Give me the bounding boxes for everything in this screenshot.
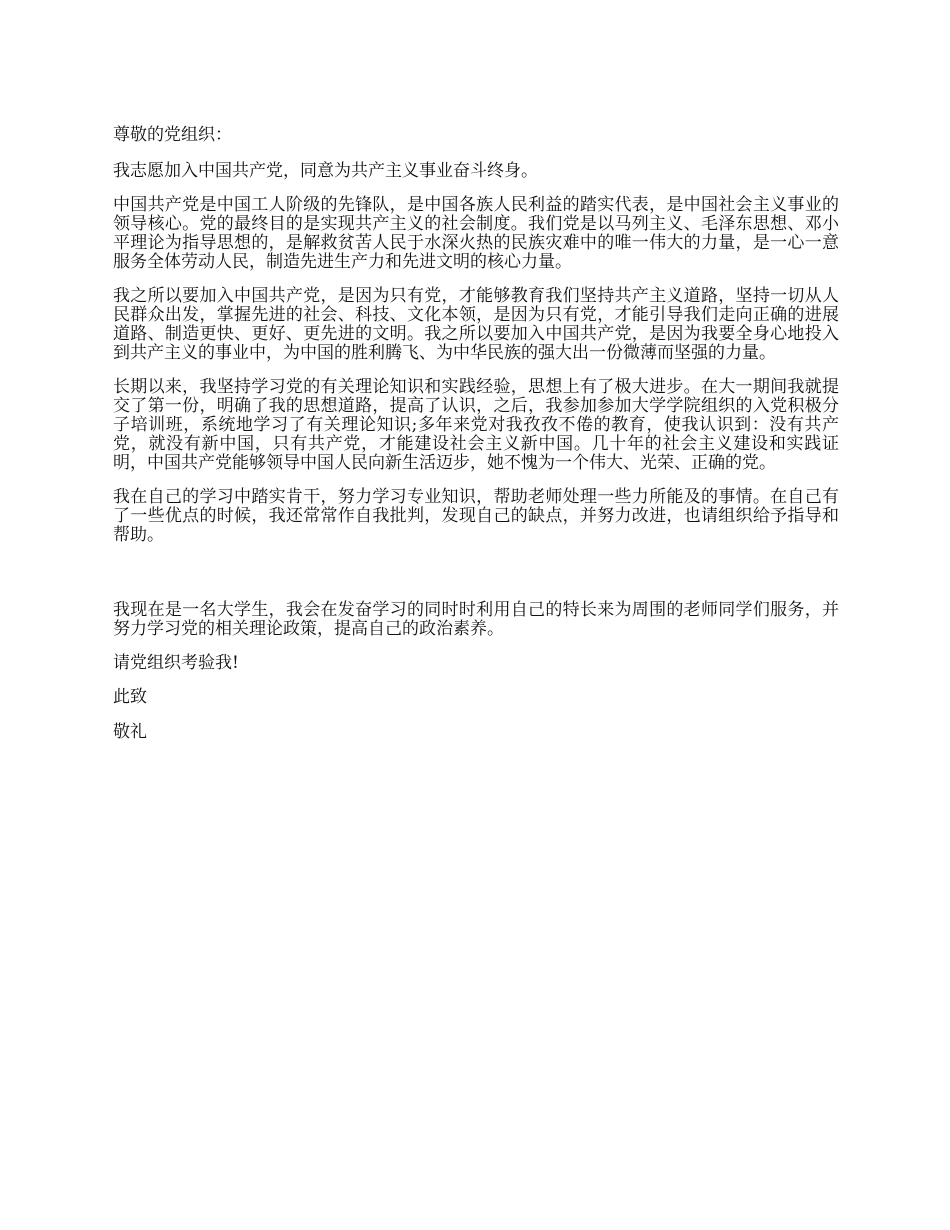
paragraph-request: 请党组织考验我! bbox=[113, 653, 239, 673]
closing-line-2: 敬礼 bbox=[113, 722, 147, 742]
letter-body bbox=[113, 126, 839, 759]
paragraph-student: 我现在是一名大学生，我会在发奋学习的同时时利用自己的特长来为周围的老师同学们服务，并努力学习党的相关理论政策，提高自己的政治素养。 bbox=[113, 600, 839, 639]
salutation: 尊敬的党组织： bbox=[113, 125, 232, 145]
closing-line-1: 此致 bbox=[113, 687, 147, 707]
paragraph-party-nature: 中国共产党是中国工人阶级的先锋队，是中国各族人民利益的踏实代表，是中国社会主义事业的领导核心。党的最终目的是实现共产主义的社会制度。我们党是以马列主义、毛泽东思想、邓小平理论为指导思想的，是解救贫苦人民于水深火热的民族灾难中的唯一伟大的力量，是一心一意服务全体劳动人民，制造先进生产力和先进文明的核心力量。 bbox=[113, 195, 839, 272]
paragraph-study: 长期以来，我坚持学习党的有关理论知识和实践经验，思想上有了极大进步。在大一期间我就提交了第一份，明确了我的思想道路，提高了认识，之后，我参加参加大学学院组织的入党积极分子培训班，系统地学习了有关理论知识;多年来党对我孜孜不倦的教育，使我认识到：没有共产党，就没有新中国，只有共产党，才能建设社会主义新中国。几十年的社会主义建设和实践证明，中国共产党能够领导中国人民向新生活迈步，她不愧为一个伟大、光荣、正确的党。 bbox=[113, 377, 839, 473]
paragraph-self-improvement: 我在自己的学习中踏实肯干，努力学习专业知识，帮助老师处理一些力所能及的事情。在自己有了一些优点的时候，我还常常作自我批判，发现自己的缺点，并努力改进，也请组织给予指导和帮助。 bbox=[113, 487, 839, 545]
paragraph-reasons: 我之所以要加入中国共产党，是因为只有党，才能够教育我们坚持共产主义道路，坚持一切从人民群众出发，掌握先进的社会、科技、文化本领，是因为只有党，才能引导我们走向正确的进展道路、制造更快、更好、更先进的文明。我之所以要加入中国共产党，是因为我要全身心地投入到共产主义的事业中，为中国的胜利腾飞、为中华民族的强大出一份微薄而坚强的力量。 bbox=[113, 286, 839, 363]
paragraph-pledge: 我志愿加入中国共产党，同意为共产主义事业奋斗终身。 bbox=[113, 161, 538, 181]
